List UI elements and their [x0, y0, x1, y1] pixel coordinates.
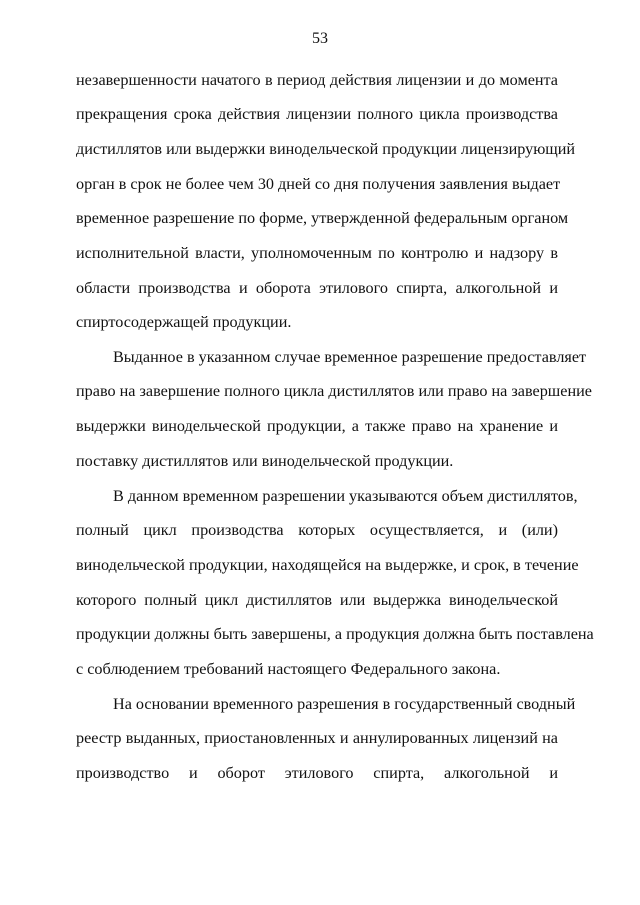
text-line: В данном временном разрешении указываются объем дистиллятов,	[113, 487, 578, 505]
text-line: прекращения срока действия лицензии полного цикла производства	[76, 105, 558, 123]
text-line: На основании временного разрешения в государственный сводный	[113, 695, 576, 713]
text-line: винодельческой продукции, находящейся на выдержке, и срок, в течение	[76, 556, 579, 574]
text-line: незавершенности начатого в период действия лицензии и до момента	[76, 71, 558, 89]
text-line: Выданное в указанном случае временное разрешение предоставляет	[113, 348, 587, 366]
text-line: спиртосодержащей продукции.	[76, 313, 292, 331]
text-line: продукции должны быть завершены, а продукция должна быть поставлена	[76, 625, 594, 643]
text-line: которого полный цикл дистиллятов или выдержка винодельческой	[76, 591, 558, 609]
text-line: исполнительной власти, уполномоченным по контролю и надзору в	[76, 244, 558, 262]
text-line: полный цикл производства которых осуществляется, и (или)	[76, 521, 558, 539]
text-line: с соблюдением требований настоящего Федерального закона.	[76, 660, 501, 678]
text-line: орган в срок не более чем 30 дней со дня получения заявления выдает	[76, 175, 561, 193]
text-line: временное разрешение по форме, утвержденной федеральным органом	[76, 209, 569, 227]
text-line: дистиллятов или выдержки винодельческой продукции лицензирующий	[76, 140, 576, 158]
text-line: выдержки винодельческой продукции, а также право на хранение и	[76, 417, 558, 435]
text-line: поставку дистиллятов или винодельческой продукции.	[76, 452, 454, 470]
text-line: области производства и оборота этилового спирта, алкогольной и	[76, 279, 558, 297]
text-line: право на завершение полного цикла дистиллятов или право на завершение	[76, 382, 592, 400]
text-line: производство и оборот этилового спирта, алкогольной и	[76, 764, 558, 782]
page-number: 53	[312, 30, 328, 47]
text-line: реестр выданных, приостановленных и аннулированных лицензий на	[76, 729, 558, 747]
